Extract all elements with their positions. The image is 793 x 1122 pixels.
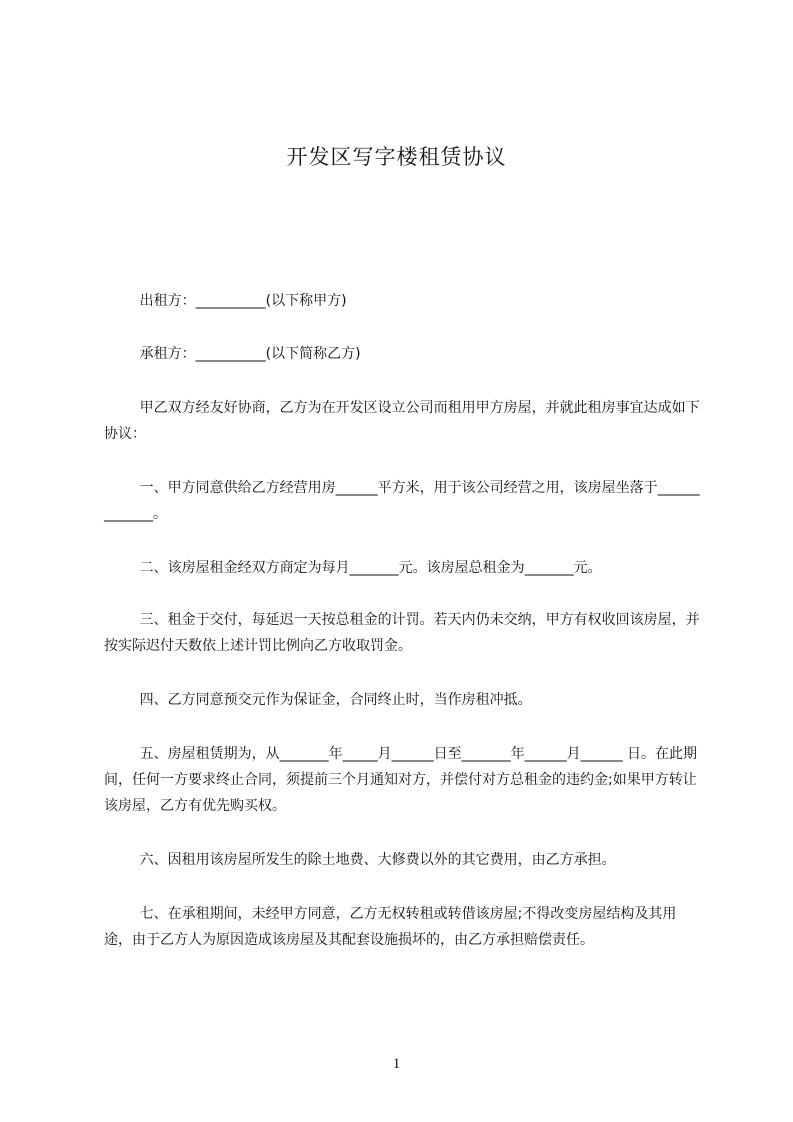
clause-4: 四、乙方同意预交元作为保证金，合同终止时，当作房租冲抵。 (104, 692, 532, 708)
page-number: 1 (392, 1056, 401, 1072)
lessor-line: 出租方：__________(以下称甲方) (104, 293, 347, 309)
clause-6: 六、因租用该房屋所发生的除土地费、大修费以外的其它费用，由乙方承担。 (104, 852, 616, 868)
lessee-line: 承租方：__________(以下简称乙方) (104, 346, 361, 362)
intro-paragraph: 甲乙双方经友好协商，乙方为在开发区设立公司而租用甲方房屋，并就此租房事宜达成如下协议： (104, 400, 700, 442)
document-title: 开发区写字楼租赁协议 (286, 145, 507, 169)
clause-1: 一、甲方同意供给乙方经营用房______平方米，用于该公司经营之用，该房屋坐落于_____________。 (104, 480, 700, 522)
clause-7: 七、在承租期间，未经甲方同意，乙方无权转租或转借该房屋;不得改变房屋结构及其用途，由于乙方人为原因造成该房屋及其配套设施损坏的，由乙方承担赔偿责任。 (104, 906, 677, 948)
clause-3: 三、租金于交付，每延迟一天按总租金的计罚。若天内仍未交纳，甲方有权收回该房屋，并按实际迟付天数依上述计罚比例向乙方收取罚金。 (104, 612, 700, 654)
clause-5: 五、房屋租赁期为，从_______年_____月______日至_______年______月______ 日。在此期间，任何一方要求终止合同，须提前三个月通知对方，并偿付对方总租金的违约金;如果甲方转让该房屋，乙方有优先购买权。 (104, 746, 698, 814)
clause-2: 二、该房屋租金经双方商定为每月_______元。该房屋总租金为_______元。 (104, 560, 602, 576)
